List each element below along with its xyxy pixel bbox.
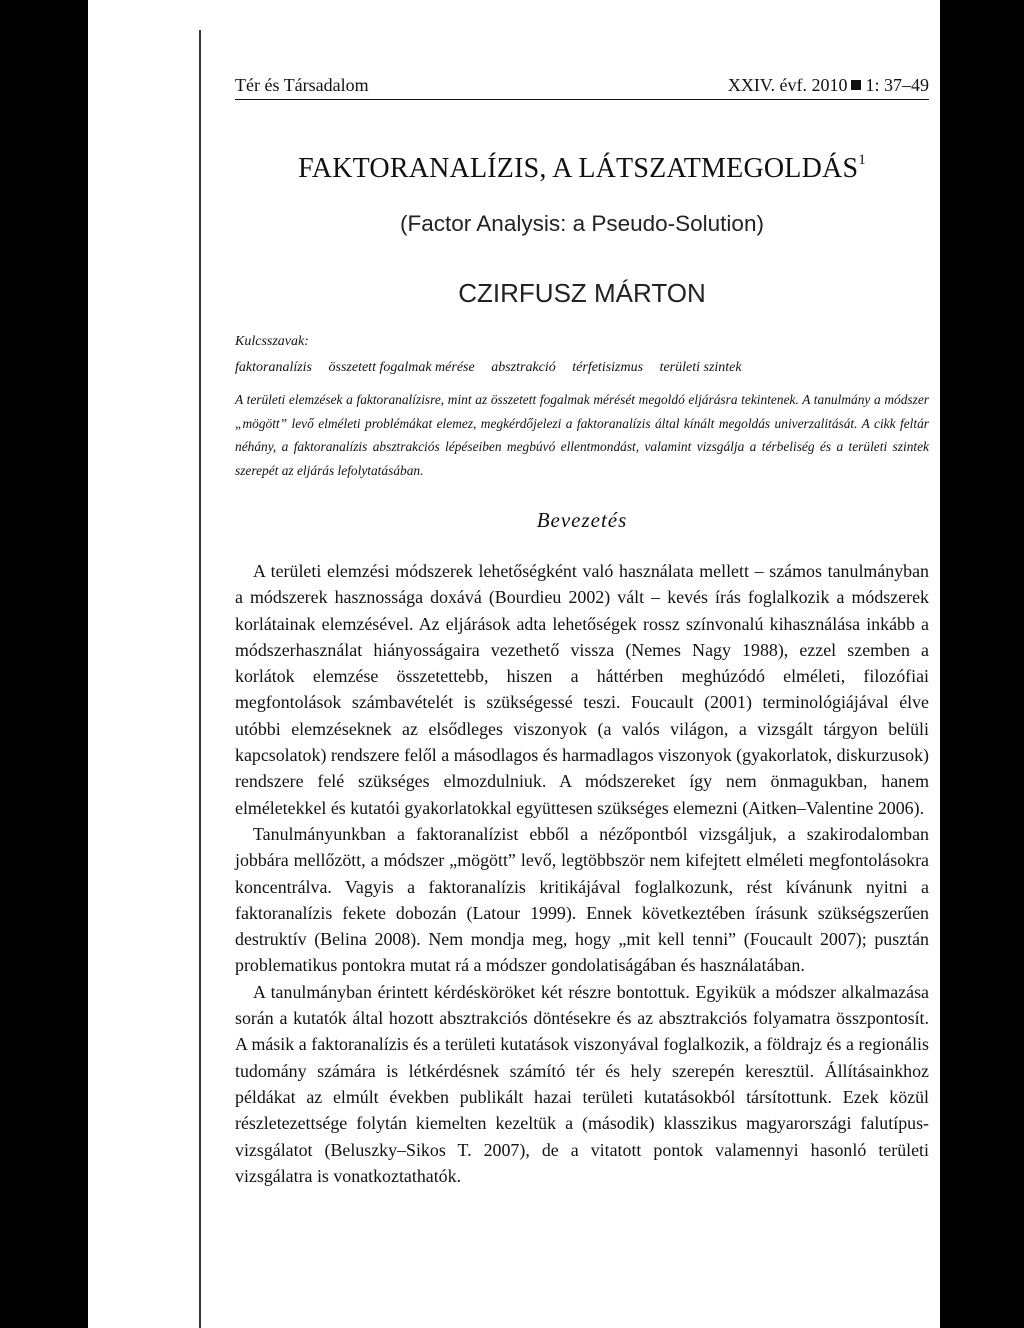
article-title [235, 152, 929, 185]
abstract: A területi elemzések a faktoranalízisre, mint az összetett fogalmak mérését megoldó eljárásra tekintenek. A tanulmány a módszer „mögött” levő elméleti problémákat elemez, megkérdőjelezi a faktoranalízis által kínált megoldás univerzalitását. A cikk feltár néhány, a faktoranalízis absztrakciós lépéseiben megbúvó ellentmondást, valamint vizsgálja a térbeliség és a területi szintek szerepét az eljárás lefolytatásában. [235, 392, 929, 478]
paragraph: Tanulmányunkban a faktoranalízist ebből a nézőpontból vizsgáljuk, a szakirodalomban jobbára mellőzött, a módszer „mögött” levő, legtöbbször nem kifejtett elméleti megfontolásokra koncentrálva. Vagyis a faktoranalízis kritikájával foglalkozunk, rést kívánunk nyitni a faktoranalízis fekete dobozán (Latour 1999). Ennek következtében írásunk szükségszerűen destruktív (Belina 2008). Nem mondja meg, hogy „mit kell tenni” (Foucault 2007); pusztán problematikus pontokra mutat rá a módszer gondolatiságában és használatában. [235, 823, 929, 976]
keywords-label: Kulcsszavak: [235, 334, 309, 349]
page [88, 0, 940, 1328]
header-rule [235, 99, 929, 100]
paragraph: A területi elemzési módszerek lehetőségként való használata mellett – számos tanulmányban a módszerek hasznossága doxává (Bourdieu 2002) vált – kevés írás foglalkozik a módszerek korlátainak elemzésével. Az eljárások adta lehetőségek rossz színvonalú kihasználása inkább a módszerhasználat hiányosságaira vezethető vissza (Nemes Nagy 1988), ezzel szemben a korlátok elemzése összetettebb, hiszen a háttérben meghúzódó elméleti, filozófiai megfontolások számbavételét is szükségessé teszi. Foucault (2001) terminológiájával élve utóbbi elemzéseknek az elsődleges viszonyok (a valós világon, a vizsgált tárgyon belüli kapcsolatok) rendszere felől a másodlagos és harmadlagos viszonyok (gyakorlatok, diskurzusok) rendszere felé szükséges elmozdulniuk. A módszereket így nem önmagukban, hanem elméletekkel és kutatói gyakorlatokkal együttesen szükséges elemezni (Aitken–Valentine 2006). [235, 561, 929, 818]
binding-line [199, 30, 201, 1328]
keywords-list [235, 360, 929, 376]
journal-name: Tér és Társadalom [235, 75, 369, 95]
volume: XXIV. évf. 2010 [727, 75, 848, 95]
keyword: absztrakció [491, 360, 556, 375]
section-heading: Bevezetés [536, 508, 628, 532]
title-text: FAKTORANALÍZIS, A LÁTSZATMEGOLDÁS [298, 153, 859, 184]
author-name: CZIRFUSZ MÁRTON [458, 278, 706, 308]
keyword: összetett fogalmak mérése [328, 360, 475, 375]
square-bullet-icon [851, 80, 861, 90]
title-footnote-marker: 1 [858, 152, 866, 168]
running-head [235, 75, 929, 96]
issue-pages: 1: 37–49 [865, 75, 929, 95]
issue-info [728, 75, 929, 96]
body-text [235, 558, 929, 1189]
keyword: faktoranalízis [235, 360, 313, 375]
keyword: térfetisizmus [572, 360, 644, 375]
scan-border-left [0, 0, 88, 1328]
paragraph: A tanulmányban érintett kérdésköröket két részre bontottuk. Egyikük a módszer alkalmazása során a kutatók által hozott absztrakciós döntésekre és az absztrakciós folyamatra összpontosít. A másik a faktoranalízis és a területi kutatások viszonyával foglalkozik, a földrajz és a regionális tudomány számára is létkérdésnek számító tér és hely szerepén keresztül. Állításainkhoz példákat az elmúlt években publikált hazai területi kutatásokból társítottunk. Ezek közül részletezettsége folytán kiemelten kezeltük a (második) klasszikus magyarországi falutípus-vizsgálatot (Beluszky–Sikos T. 2007), de a vitatott pontok valamennyi hasonló területi vizsgálatra is vonatkoztathatók. [235, 981, 929, 1186]
keyword: területi szintek [659, 360, 742, 375]
article-subtitle: (Factor Analysis: a Pseudo-Solution) [400, 211, 764, 236]
scan-border-right [940, 0, 1024, 1328]
